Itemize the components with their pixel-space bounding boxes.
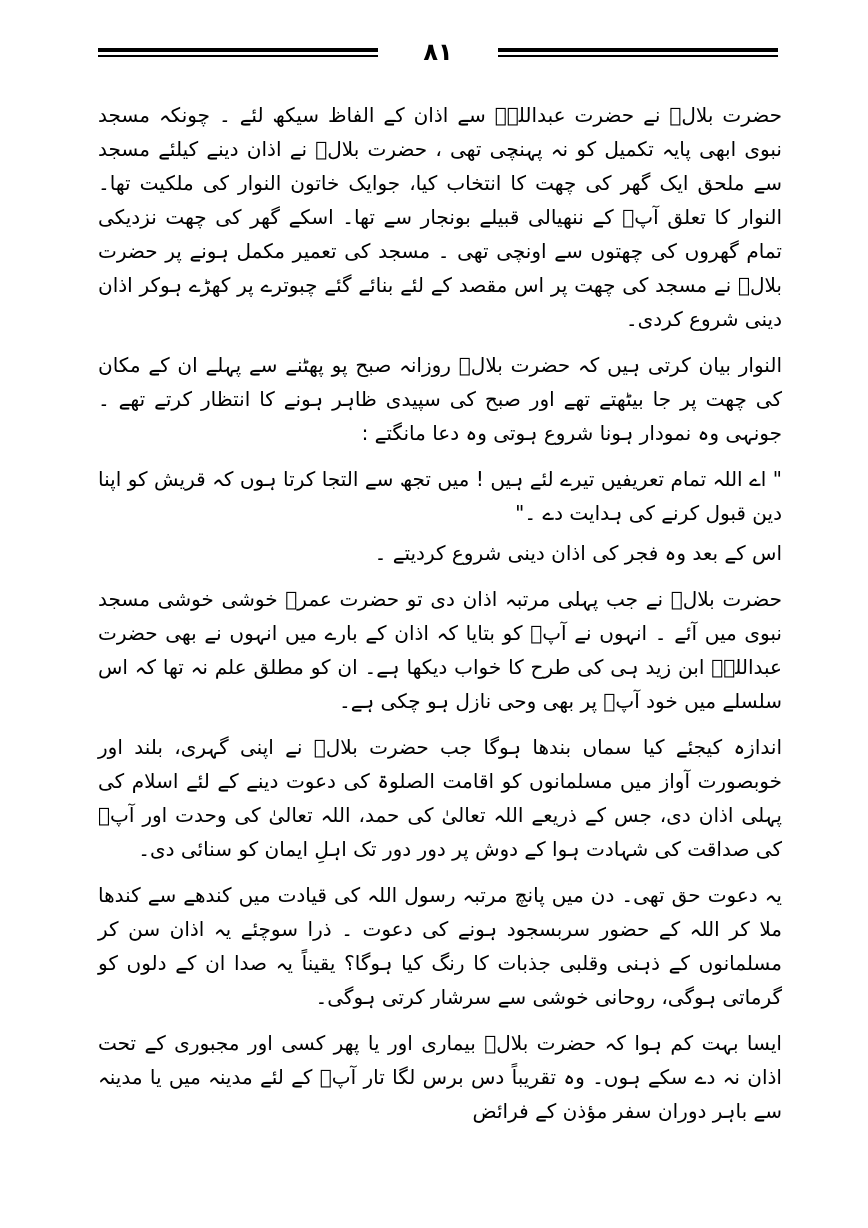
quoted-prayer: " اے اللہ تمام تعریفیں تیرے لئے ہیں ! میں تجھ سے التجا کرتا ہوں کہ قریش کو اپنا دین قبول کرنے کی ہدایت دے ۔" [98,467,782,525]
page-header [98,34,778,74]
header-rule-left [98,48,378,57]
paragraph: النوار بیان کرتی ہیں کہ حضرت بلالؓ روزانہ صبح پو پھٹنے سے پہلے ان کے مکان کی چھت پر جا بیٹھتے تھے اور صبح کی سپیدی ظاہر ہونے کا انتظار کرتے تھے ۔ جونہی وہ نمودار ہونا شروع ہوتی وہ دعا مانگتے : [98,353,782,445]
header-rule-right [498,48,778,57]
body-text [98,98,782,1140]
paragraph: حضرت بلالؓ نے حضرت عبداللہؓ سے اذان کے الفاظ سیکھ لئے ۔ چونکہ مسجد نبوی ابھی پایہ تکمیل کو نہ پہنچی تھی ، حضرت بلالؓ نے اذان دینے کیلئے مسجد سے ملحق ایک گھر کی چھت کا انتخاب کیا، جوایک خاتون النوار کی ملکیت تھا۔ النوار کا تعلق آپؐ کے ننھیالی قبیلے بونجار سے تھا۔ اسکے گھر کی چھت نزدیکی تمام گھروں کی چھتوں سے اونچی تھی ۔ مسجد کی تعمیر مکمل ہونے پر حضرت بلالؓ نے مسجد کی چھت پر اس مقصد کے لئے بنائے گئے چبوترے پر کھڑے ہوکر اذان دینی شروع کردی۔ [98,103,782,331]
paragraph: یہ دعوت حق تھی۔ دن میں پانچ مرتبہ رسول اللہ کی قیادت میں کندھے سے کندھا ملا کر اللہ کے حضور سربسجود ہونے کی دعوت ۔ ذرا سوچئے یہ اذان سن کر مسلمانوں کے ذہنی وقلبی جذبات کا رنگ کیا ہوگا؟ یقیناً یہ صدا ان کے دلوں کو گرماتی ہوگی، روحانی خوشی سے سرشار کرتی ہوگی۔ [98,883,782,1009]
paragraph: اندازہ کیجئے کیا سماں بندھا ہوگا جب حضرت بلالؓ نے اپنی گہری، بلند اور خوبصورت آواز میں مسلمانوں کو اقامت الصلوۃ کی دعوت دینے کے لئے اسلام کی پہلی اذان دی، جس کے ذریعے اللہ تعالیٰ کی حمد، اللہ تعالیٰ کی وحدت اور آپؐ کی صداقت کی شہادت ہوا کے دوش پر دور دور تک اہلِ ایمان کو سنائی دی۔ [98,735,782,861]
paragraph: ایسا بہت کم ہوا کہ حضرت بلالؓ بیماری اور یا پھر کسی اور مجبوری کے تحت اذان نہ دے سکے ہوں۔ وہ تقریباً دس برس لگا تار آپؐ کے لئے مدینہ میں یا مدینہ سے باہر دوران سفر مؤذن کے فرائض [98,1031,782,1123]
paragraph: حضرت بلالؓ نے جب پہلی مرتبہ اذان دی تو حضرت عمرؓ خوشی خوشی مسجد نبوی میں آئے ۔ انہوں نے آپؐ کو بتایا کہ اذان کے بارے میں انہوں نے بھی حضرت عبداللہؓ ابن زید ہی کی طرح کا خواب دیکھا ہے۔ ان کو مطلق علم نہ تھا کہ اس سلسلے میں خود آپؐ پر بھی وحی نازل ہو چکی ہے۔ [98,587,782,713]
paragraph: اس کے بعد وہ فجر کی اذان دینی شروع کردیتے ۔ [374,541,782,565]
page-number: ۸۱ [423,38,453,66]
